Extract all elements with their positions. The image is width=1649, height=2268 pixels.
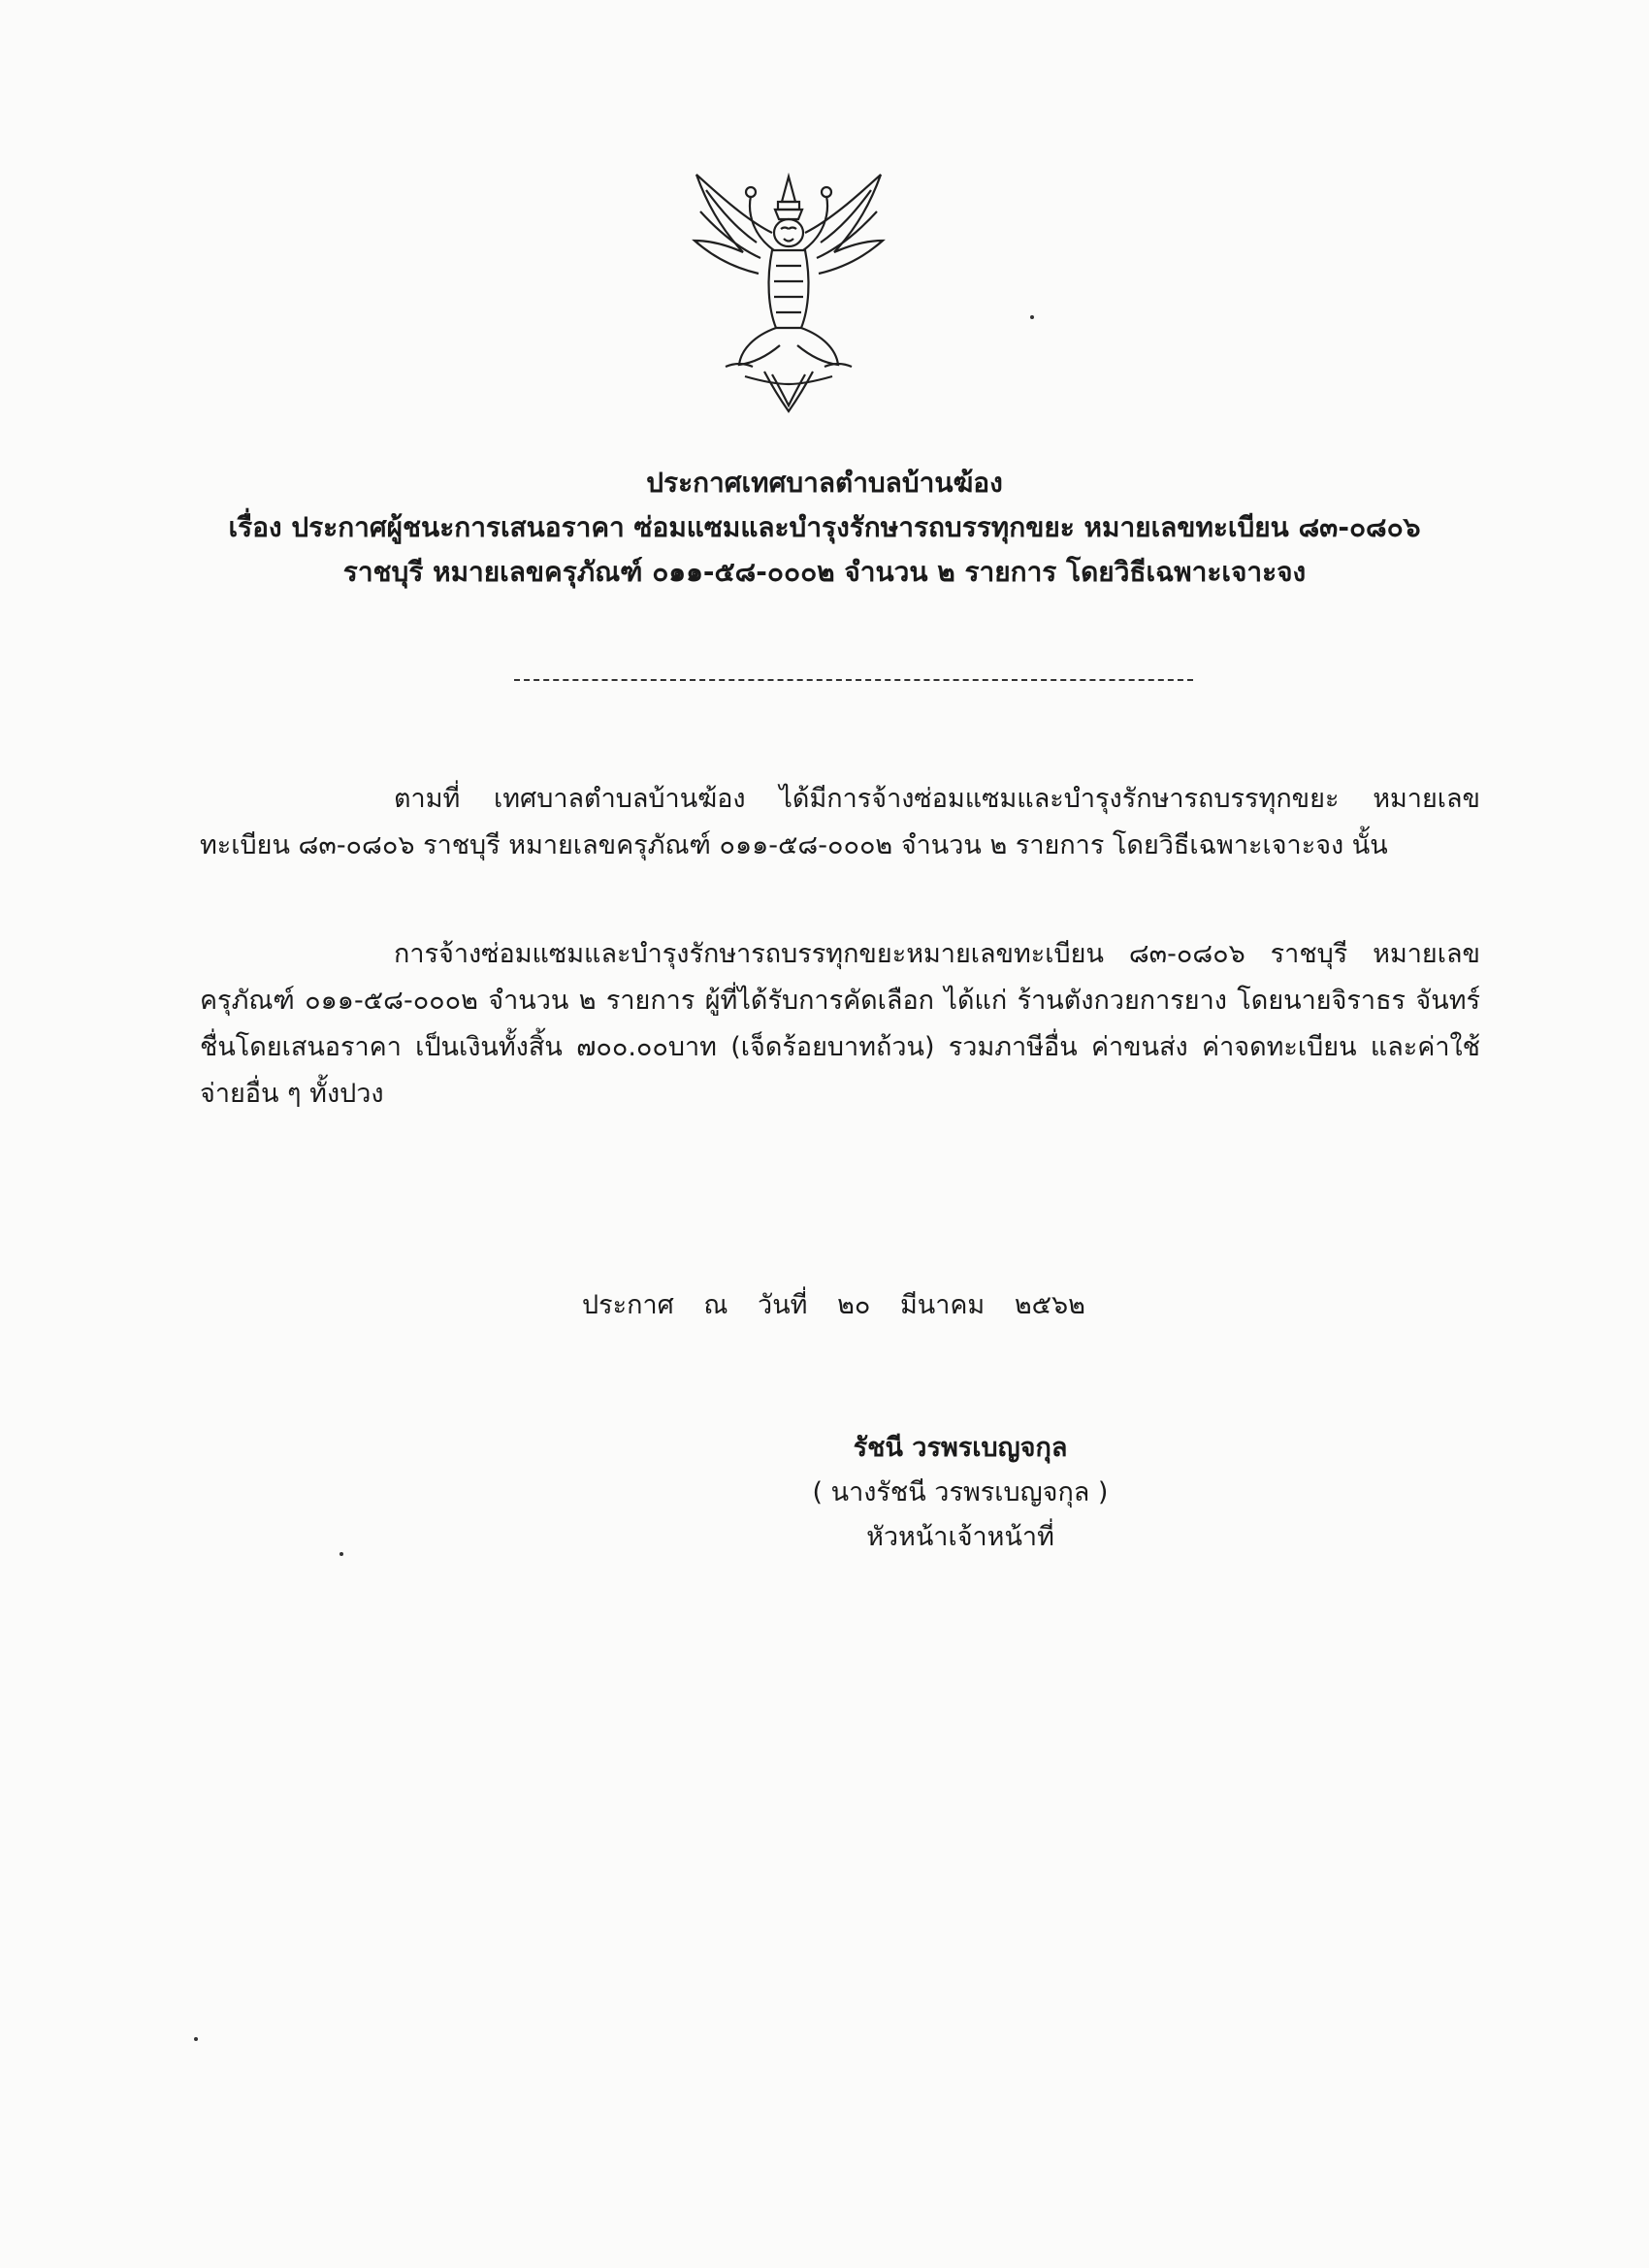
- subject-line-1: เรื่อง ประกาศผู้ชนะการเสนอราคา ซ่อมแซมและบำรุงรักษารถบรรทุกขยะ หมายเลขทะเบียน ๘๓-๐๘๐๖: [228, 511, 1421, 543]
- signature-name: รัชนี วรพรเบญจกุล: [853, 1433, 1068, 1463]
- paragraph-2-text: การจ้างซ่อมแซมและบำรุงรักษารถบรรทุกขยะหมายเลขทะเบียน ๘๓-๐๘๐๖ ราชบุรี หมายเลขครุภัณฑ์ ๐๑๑-๕๘-๐๐๐๒ จำนวน ๒ รายการ ผู้ที่ได้รับการคัดเลือก ได้แก่ ร้านตังกวยการยาง โดยนายจิราธร จันทร์ชื่นโดยเสนอราคา เป็นเงินทั้งสิ้น ๗๐๐.๐๐บาท (เจ็ดร้อยบาทถ้วน) รวมภาษีอื่น ค่าขนส่ง ค่าจดทะเบียน และค่าใช้จ่ายอื่น ๆ ทั้งปวง: [200, 939, 1480, 1109]
- document-heading: [146, 461, 1504, 595]
- signature-position: หัวหน้าเจ้าหน้าที่: [866, 1522, 1054, 1552]
- scan-speck: [1030, 315, 1034, 319]
- scan-speck: [194, 2037, 198, 2041]
- announcement-date: [582, 1282, 1107, 1329]
- date-year: ๒๕๖๒: [1014, 1290, 1085, 1320]
- date-day: ๒๐: [837, 1290, 871, 1320]
- subject-line-2: ราชบุรี หมายเลขครุภัณฑ์ ๐๑๑-๕๘-๐๐๐๒ จำนวน ๒ รายการ โดยวิธีเฉพาะเจาะจง: [342, 556, 1307, 588]
- date-month: มีนาคม: [899, 1290, 986, 1320]
- signature-full-name: ( นางรัชนี วรพรเบญจกุล ): [812, 1477, 1109, 1507]
- garuda-emblem-icon: [687, 173, 890, 415]
- signature-block: [737, 1426, 1183, 1560]
- separator-line: [514, 679, 1193, 681]
- announcement-title: ประกาศเทศบาลตำบลบ้านฆ้อง: [646, 467, 1003, 499]
- paragraph-1: [200, 776, 1480, 869]
- paragraph-2: [200, 931, 1480, 1118]
- paragraph-1-text: ตามที่ เทศบาลตำบลบ้านฆ้อง ได้มีการจ้างซ่อมแซมและบำรุงรักษารถบรรทุกขยะ หมายเลขทะเบียน ๘๓-๐๘๐๖ ราชบุรี หมายเลขครุภัณฑ์ ๐๑๑-๕๘-๐๐๐๒ จำนวน ๒ รายการ โดยวิธีเฉพาะเจาะจง นั้น: [200, 784, 1480, 860]
- scan-speck: [340, 1552, 343, 1556]
- date-at: ณ: [703, 1290, 728, 1320]
- date-prefix: ประกาศ: [582, 1290, 674, 1320]
- date-day-label: วันที่: [758, 1290, 808, 1320]
